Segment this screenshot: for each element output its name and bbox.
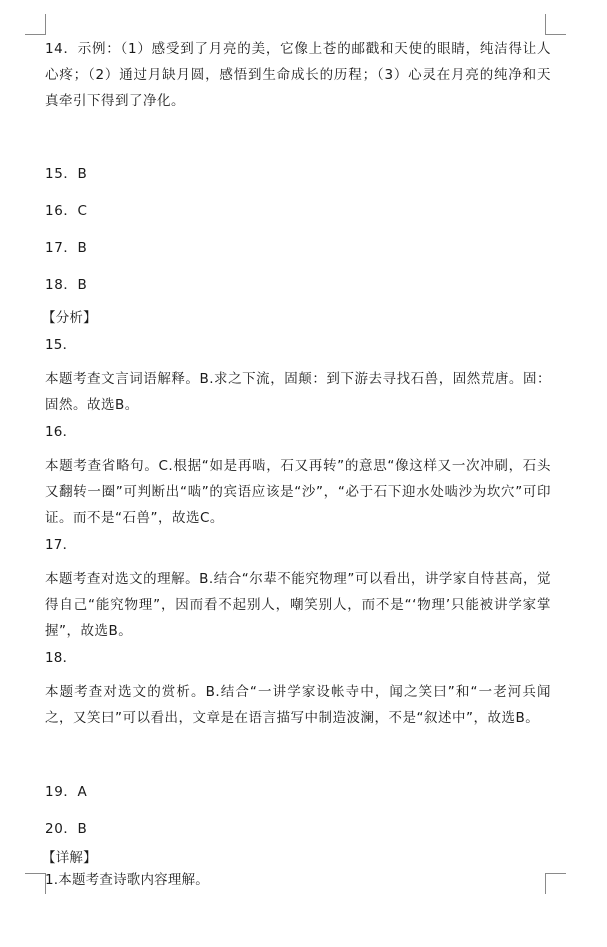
analysis-item-text: 本题考查省略句。C.根据“如是再啮，石又再转”的意思“像这样又一次冲刷，石头又翻转一圈”可判断出“啮”的宾语应该是“沙”，“必于石下迎水处啮沙为坎穴”可印证。而不是“石兽”，故选C。: [45, 458, 551, 526]
analysis-item-number: 17．: [45, 537, 77, 553]
analysis-item-number: 15．: [45, 337, 77, 353]
answer-15: 15．B: [45, 166, 88, 182]
document-body: [42, 36, 551, 891]
answer-14: 14．示例：（1）感受到了月亮的美，它像上苍的邮戳和天使的眼睛，纯洁得让人心疼；（2）通过月缺月圆，感悟到生命成长的历程；（3）心灵在月亮的纯净和天真牵引下得到了净化。: [45, 41, 551, 109]
analysis-item-text: 本题考查对选文的理解。B.结合“尔辈不能究物理”可以看出，讲学家自恃甚高，觉得自己“能究物理”，因而看不起别人，嘲笑别人，而不是“‘物理’只能被讲学家掌握”，故选B。: [45, 571, 551, 639]
page-corner-mark-bottom-left: [25, 873, 46, 894]
answer-20: 20．B: [45, 821, 88, 837]
analysis-heading: 【分析】: [42, 310, 97, 326]
analysis-item-text: 本题考查文言词语解释。B.求之下流，固颠：到下游去寻找石兽，固然荒唐。固：固然。故选B。: [45, 371, 551, 413]
analysis-item-number: 16．: [45, 424, 77, 440]
answer-19: 19．A: [45, 784, 88, 800]
answer-17: 17．B: [45, 240, 88, 256]
analysis-item-number: 18．: [45, 650, 77, 666]
detail-heading: 【详解】: [42, 850, 97, 866]
page-corner-mark-top-right: [545, 14, 566, 35]
page-corner-mark-top-left: [25, 14, 46, 35]
analysis-item-text: 本题考查对选文的赏析。B.结合“一讲学家设帐寺中，闻之笑曰”和“一老河兵闻之，又笑曰”可以看出，文章是在语言描写中制造波澜，不是“叙述中”，故选B。: [45, 684, 551, 726]
answer-16: 16．C: [45, 203, 88, 219]
detail-text: 1.本题考查诗歌内容理解。: [45, 872, 209, 888]
answer-18: 18．B: [45, 277, 88, 293]
